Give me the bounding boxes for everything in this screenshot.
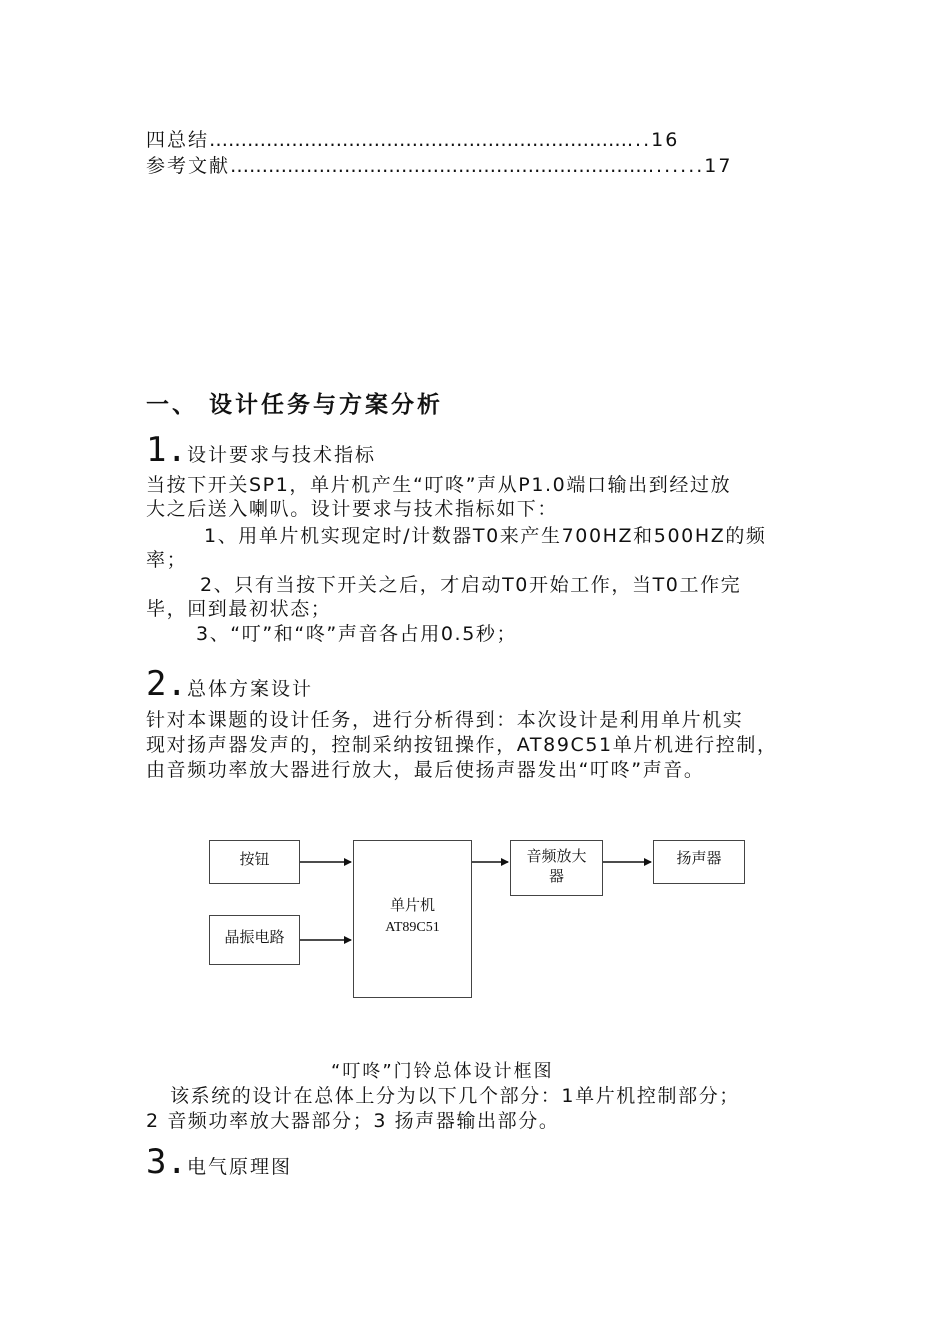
toc-page: ...16 [627,129,680,151]
chapter-heading: 一、 设计任务与方案分析 [146,392,444,418]
section-title: 电气原理图 [186,1156,292,1178]
section-number: 3. [146,1142,187,1182]
mcu-block-model: AT89C51 [385,920,440,935]
section-title: 总体方案设计 [186,678,313,700]
paragraph-line: 2 音频功率放大器部分；3 扬声器输出部分。 [146,1110,560,1132]
speaker-block-label: 扬声器 [676,850,722,867]
amplifier-block-label-1: 音频放大 [526,848,587,865]
paragraph-line: 毕，回到最初状态； [146,598,332,620]
list-item: 3、“叮”和“咚”声音各占用0.5秒； [196,623,518,645]
section-number: 1. [146,430,187,470]
list-item: 2、只有当按下开关之后，才启动T0开始工作，当T0工作完 [200,574,742,596]
toc-label: 参考文献 [146,155,231,177]
paragraph-line: 该系统的设计在总体上分为以下几个部分：1单片机控制部分； [170,1085,740,1107]
mcu-block-label: 单片机 [389,897,435,914]
amplifier-block-label-2: 器 [548,868,564,885]
toc-label: 四总结 [146,129,210,151]
section-number: 2. [146,664,187,704]
paragraph-line: 率； [146,549,188,571]
paragraph-line: 当按下开关SP1，单片机产生“叮咚”声从P1.0端口输出到经过放 [146,474,732,496]
paragraph-line: 大之后送入喇叭。设计要求与技术指标如下： [146,498,559,520]
section-heading-3 [146,1142,292,1182]
section-title: 设计要求与技术指标 [186,444,376,466]
list-item: 1、用单片机实现定时/计数器T0来产生700HZ和500HZ的频 [204,525,767,547]
paragraph-line: 针对本课题的设计任务，进行分析得到：本次设计是利用单片机实 [146,709,744,731]
paragraph-line: 现对扬声器发声的，控制采纳按钮操作，AT89C51单片机进行控制， [146,734,778,756]
toc-page: .......17 [648,155,733,177]
crystal-block-label: 晶振电路 [224,929,285,946]
toc-leader: ………………………………………………………… [209,129,628,151]
toc-leader: ………………………………………………………… [230,155,649,177]
figure-caption: “叮咚”门铃总体设计框图 [331,1061,554,1082]
button-block-label: 按钮 [239,851,270,868]
paragraph-line: 由音频功率放大器进行放大，最后使扬声器发出“叮咚”声音。 [146,759,705,781]
